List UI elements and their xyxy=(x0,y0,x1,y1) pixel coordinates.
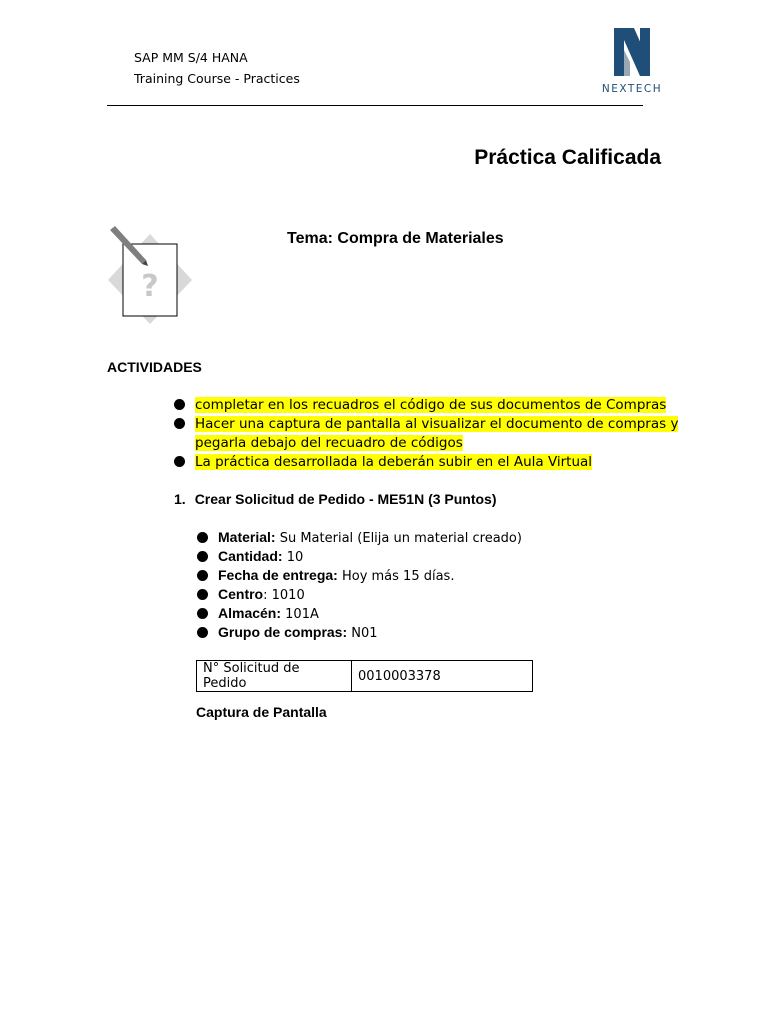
bullet-icon xyxy=(197,570,208,581)
activity-item: Hacer una captura de pantalla al visualizar el documento de compras y xyxy=(174,415,678,434)
section-heading: 1. Crear Solicitud de Pedido - ME51N (3 Puntos) xyxy=(174,491,497,507)
nextech-logo xyxy=(600,26,664,96)
list-item: Centro: 1010 xyxy=(197,585,305,605)
capture-label: Captura de Pantalla xyxy=(196,704,327,720)
header-course-subtitle: Training Course - Practices xyxy=(134,71,300,86)
header-divider xyxy=(107,105,643,106)
bullet-icon xyxy=(174,418,185,429)
bullet-icon xyxy=(197,627,208,638)
table-row xyxy=(197,661,533,692)
bullet-icon xyxy=(197,532,208,543)
topic-heading: Tema: Compra de Materiales xyxy=(287,230,504,247)
page-title: Práctica Calificada xyxy=(474,146,661,169)
bullet-icon xyxy=(197,589,208,600)
list-item: Cantidad: 10 xyxy=(197,547,303,567)
activity-item-continued: pegarla debajo del recuadro de códigos xyxy=(195,435,463,451)
bullet-icon xyxy=(197,608,208,619)
nextech-n-icon xyxy=(600,26,664,78)
header-course-title: SAP MM S/4 HANA xyxy=(134,50,248,65)
code-value-cell[interactable]: 0010003378 xyxy=(352,661,533,692)
bullet-icon xyxy=(174,456,185,467)
list-item: Fecha de entrega: Hoy más 15 días. xyxy=(197,566,454,586)
activity-item: La práctica desarrollada la deberán subir en el Aula Virtual xyxy=(174,453,592,472)
logo-text: NEXTECH xyxy=(601,83,663,95)
code-label-cell: N° Solicitud de Pedido xyxy=(197,661,352,692)
list-item: Material: Su Material (Elija un material creado) xyxy=(197,528,522,548)
activities-heading: ACTIVIDADES xyxy=(107,359,202,375)
code-table xyxy=(196,660,533,692)
bullet-icon xyxy=(174,399,185,410)
exercise-icon xyxy=(104,224,196,326)
list-item: Almacén: 101A xyxy=(197,604,319,624)
list-item: Grupo de compras: N01 xyxy=(197,623,378,643)
bullet-icon xyxy=(197,551,208,562)
activity-item: completar en los recuadros el código de sus documentos de Compras xyxy=(174,396,666,415)
svg-text:?: ? xyxy=(141,269,159,304)
